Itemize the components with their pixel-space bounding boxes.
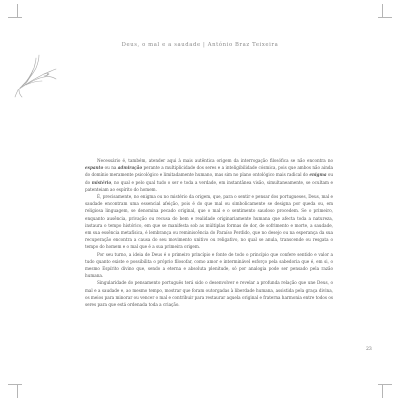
emphasized-term: mistério (91, 179, 112, 185)
crop-mark-bottom-right-v (382, 384, 383, 398)
body-text (85, 157, 333, 308)
text-run: perante a multiplicidade dos seres e a inteligibilidade cósmica, pois que ambos não ainda do domínio meramente psicológico e limitadamente humano, mas sim no plano ontológico mais radical do (85, 165, 333, 178)
crop-mark-top-right-v (382, 4, 383, 18)
running-head: Deus, o mal e a saudade | António Braz Teixeira (121, 42, 279, 48)
emphasized-term: enigma (309, 172, 327, 178)
text-run: ou do (85, 172, 333, 185)
text-run: ou na (103, 165, 118, 171)
crop-mark-bottom-left-h (8, 384, 22, 385)
paragraph-4: Singularidade do pensamento português terá sido o desenvolver e revelar a profunda relação que une Deus, o mal e a saudade e, ao mesmo tempo, mostrar que foram outorgadas à liberdade humana, assistida pela graça divina, os meios para minorar ou vencer o mal e contribuir para restaurar aquela original e fraterna harmonia entre todos os seres para que está ordenada toda a criação. (85, 280, 333, 308)
crop-mark-bottom-right-h (378, 384, 392, 385)
paragraph-3: Por seu turno, a ideia de Deus é o primeiro princípio e fonte de todo o princípio que confere sentido e valor a tudo quanto existe e possibilita o próprio filosofar, como amor e interminável esforço pela sabedoria que é, em si, o mesmo Espírito divino que, sendo a eterna e absoluta plenitude, só por analogia pode ser pensado pela razão humana. (85, 251, 333, 279)
emphasized-term: admiração (117, 165, 143, 171)
crop-mark-bottom-left-v (17, 384, 18, 398)
text-run: Necessário é, também, atender aqui à mais autêntica origem da interrogação filosófica se não encontra no (97, 158, 333, 163)
crop-mark-top-left-v (17, 4, 18, 18)
page-number: 23 (366, 347, 372, 352)
paragraph-1 (85, 157, 333, 193)
text-run: , no qual e pelo qual tudo o ser e toda a verdade, em instantânea visão, simultaneamente, se ocultam e patenteiam ao espírito do homem. (85, 179, 333, 192)
swallow-illustration-icon (14, 52, 58, 98)
paragraph-2: É, precisamente, no enigma ou no mistério da origem, que, para o sentir e pensar dos portugueses, Deus, mal e saudade encontram uma essencial afeição, pois é do que mal ou simbolicamente se designa por queda ou, em religiosa linguagem, se denomina pecado original, que o mal e o sentimento saudoso procedem. Se o primeiro, enquanto ausência, privação ou recusa do bem e realidade originariamente humana que afecta toda a natureza, instaura o tempo histórico, em que se manifesta sob as múltiplas formas de dor, de sofrimento e morte, a saudade, em sua essência metafísica, é lembrança ou reminiscência do Paraíso Perdido, que no desejo ou na esperança da sua recuperação encontra a causa do seu movimento unitivo ou religativo, no qual se anula, transcende ou resgata o tempo do homem e o mal que é a sua primeira origem. (85, 194, 333, 250)
crop-mark-top-left-h (8, 17, 22, 18)
emphasized-term: espanto (85, 165, 104, 171)
crop-mark-top-right-h (378, 17, 392, 18)
